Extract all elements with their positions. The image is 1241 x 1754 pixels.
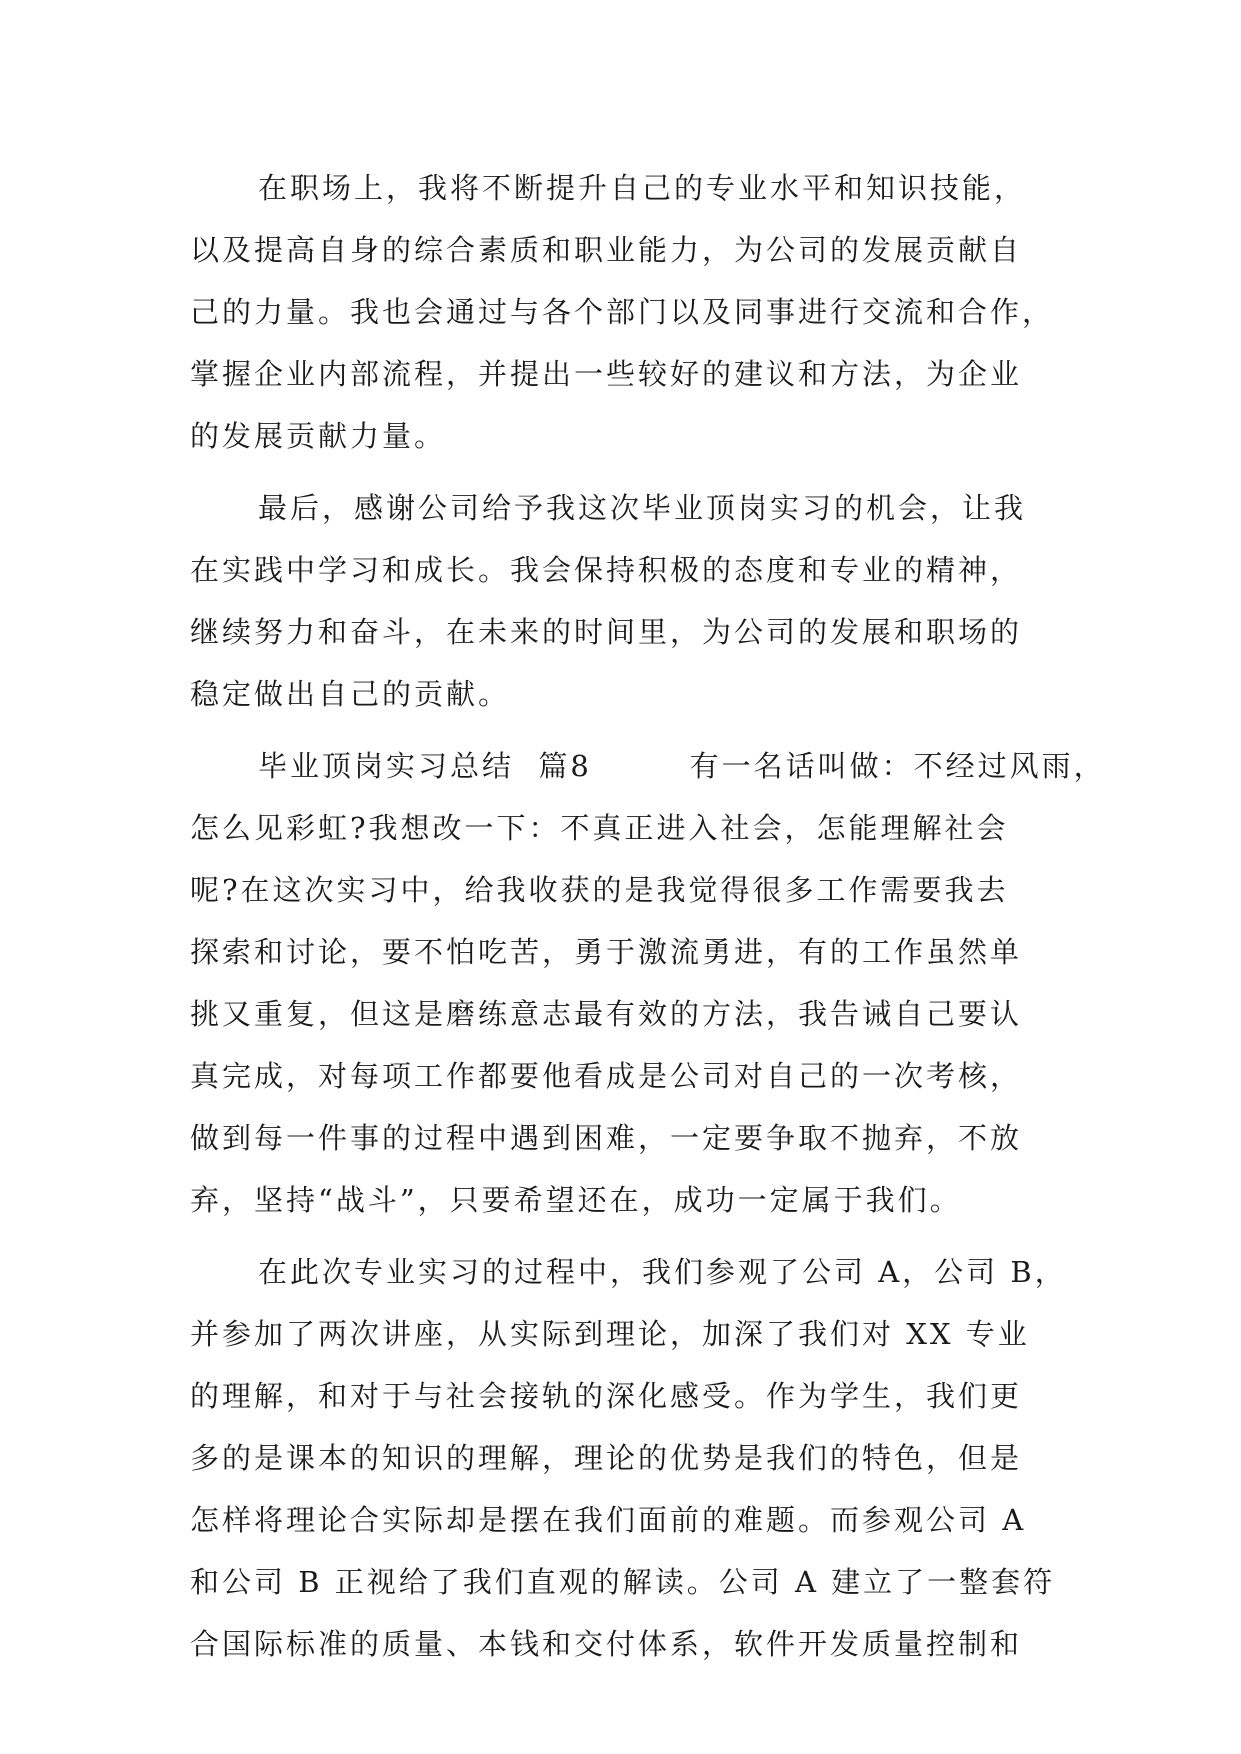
paragraph-thanks xyxy=(190,477,1090,725)
section-heading-line: 毕业顶岗实习总结 篇8 有一名话叫做：不经过风雨， xyxy=(258,749,1106,783)
paragraph-summary-8 xyxy=(190,735,1106,1231)
paragraph-company-visits xyxy=(190,1241,1090,1675)
text-line: 在此次专业实习的过程中，我们参观了公司 A，公司 B， xyxy=(258,1255,1067,1289)
paragraph-spacer xyxy=(190,1231,1090,1241)
paragraph-career-goals xyxy=(190,157,1090,467)
text-line: 己的力量。我也会通过与各个部门以及同事进行交流和合作， xyxy=(190,295,1055,329)
text-line: 在实践中学习和成长。我会保持积极的态度和专业的精神， xyxy=(190,553,1023,587)
text-line: 的发展贡献力量。 xyxy=(190,419,447,453)
paragraph-spacer xyxy=(190,725,1090,735)
text-line: 并参加了两次讲座，从实际到理论，加深了我们对 XX 专业 xyxy=(190,1317,1030,1351)
text-line: 稳定做出自己的贡献。 xyxy=(190,677,511,711)
text-line: 合国际标准的质量、本钱和交付体系，软件开发质量控制和 xyxy=(190,1627,1023,1661)
text-line: 弃，坚持“战斗”，只要希望还在，成功一定属于我们。 xyxy=(190,1183,962,1217)
text-line: 怎样将理论合实际却是摆在我们面前的难题。而参观公司 A xyxy=(190,1503,1027,1537)
document-body xyxy=(190,157,1106,1675)
text-line: 和公司 B 正视给了我们直观的解读。公司 A 建立了一整套符 xyxy=(190,1565,1056,1599)
text-line: 做到每一件事的过程中遇到困难，一定要争取不抛弃，不放 xyxy=(190,1121,1023,1155)
text-line: 在职场上，我将不断提升自己的专业水平和知识技能， xyxy=(258,171,1027,205)
text-line: 以及提高自身的综合素质和职业能力，为公司的发展贡献自 xyxy=(190,233,1023,267)
text-line: 的理解，和对于与社会接轨的深化感受。作为学生，我们更 xyxy=(190,1379,1023,1413)
text-line: 探索和讨论，要不怕吃苦，勇于激流勇进，有的工作虽然单 xyxy=(190,935,1023,969)
text-line: 挑又重复，但这是磨练意志最有效的方法，我告诫自己要认 xyxy=(190,997,1023,1031)
text-line: 最后，感谢公司给予我这次毕业顶岗实习的机会，让我 xyxy=(258,491,1027,525)
text-line: 多的是课本的知识的理解，理论的优势是我们的特色，但是 xyxy=(190,1441,1023,1475)
text-line: 怎么见彩虹?我想改一下：不真正进入社会，怎能理解社会 xyxy=(190,811,1009,845)
text-line: 呢?在这次实习中，给我收获的是我觉得很多工作需要我去 xyxy=(190,873,1009,907)
paragraph-spacer xyxy=(190,467,1090,477)
text-line: 真完成，对每项工作都要他看成是公司对自己的一次考核， xyxy=(190,1059,1023,1093)
text-line: 掌握企业内部流程，并提出一些较好的建议和方法，为企业 xyxy=(190,357,1023,391)
text-line: 继续努力和奋斗，在未来的时间里，为公司的发展和职场的 xyxy=(190,615,1023,649)
